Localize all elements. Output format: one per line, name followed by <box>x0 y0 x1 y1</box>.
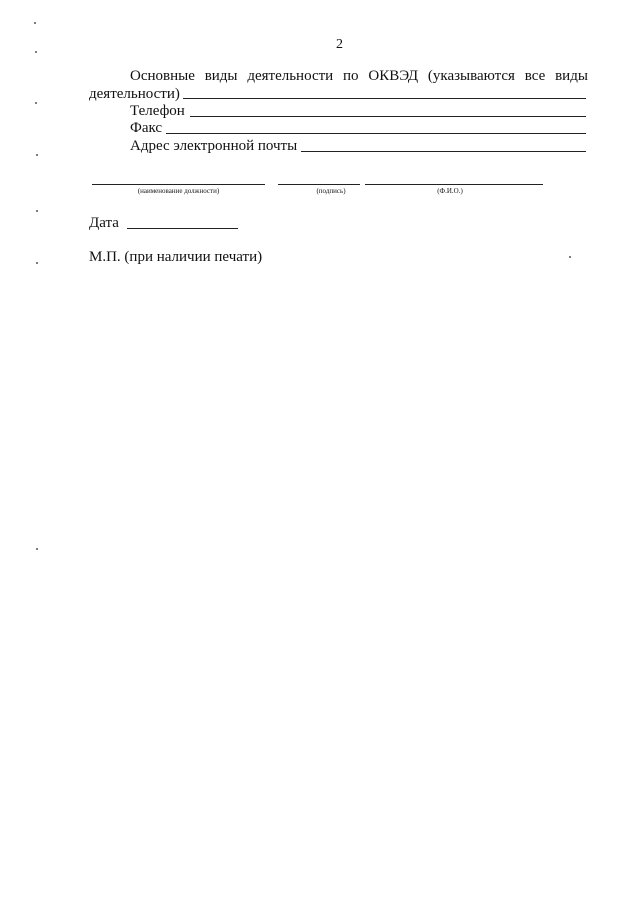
okved-word: деятельности <box>247 68 334 84</box>
scan-speck <box>35 102 37 104</box>
date-label: Дата <box>89 215 119 231</box>
okved-word: по <box>343 68 359 84</box>
signature-fill-line[interactable] <box>278 184 360 185</box>
okved-word: ОКВЭД <box>368 68 419 84</box>
scan-speck <box>36 154 38 156</box>
signature-caption: (подпись) <box>316 187 346 195</box>
scan-speck <box>36 210 38 212</box>
position-caption: (наименование должности) <box>137 187 220 195</box>
email-fill-line[interactable] <box>301 151 586 152</box>
okved-word: все <box>524 68 546 84</box>
okved-word: виды <box>204 68 238 84</box>
stamp-note: М.П. (при наличии печати) <box>89 249 263 265</box>
position-fill-line[interactable] <box>92 184 265 185</box>
name-caption: (Ф.И.О.) <box>437 187 463 195</box>
scan-speck <box>34 22 36 24</box>
scan-speck <box>35 51 37 53</box>
name-fill-line[interactable] <box>365 184 543 185</box>
phone-label: Телефон <box>130 103 185 119</box>
scan-speck <box>36 548 38 550</box>
page-number: 2 <box>336 37 343 52</box>
scan-speck <box>36 262 38 264</box>
okved-word: Основные <box>130 68 195 84</box>
okved-line-1 <box>130 67 588 85</box>
okved-continuation: деятельности) <box>89 86 180 102</box>
fax-label: Факс <box>130 120 163 136</box>
scan-speck <box>569 256 571 258</box>
okved-word: виды <box>555 68 588 84</box>
phone-fill-line[interactable] <box>190 116 586 117</box>
date-fill-line[interactable] <box>127 228 238 229</box>
okved-word: (указываются <box>427 68 515 84</box>
okved-fill-line[interactable] <box>183 98 586 99</box>
email-label: Адрес электронной почты <box>130 138 298 154</box>
fax-fill-line[interactable] <box>166 133 586 134</box>
